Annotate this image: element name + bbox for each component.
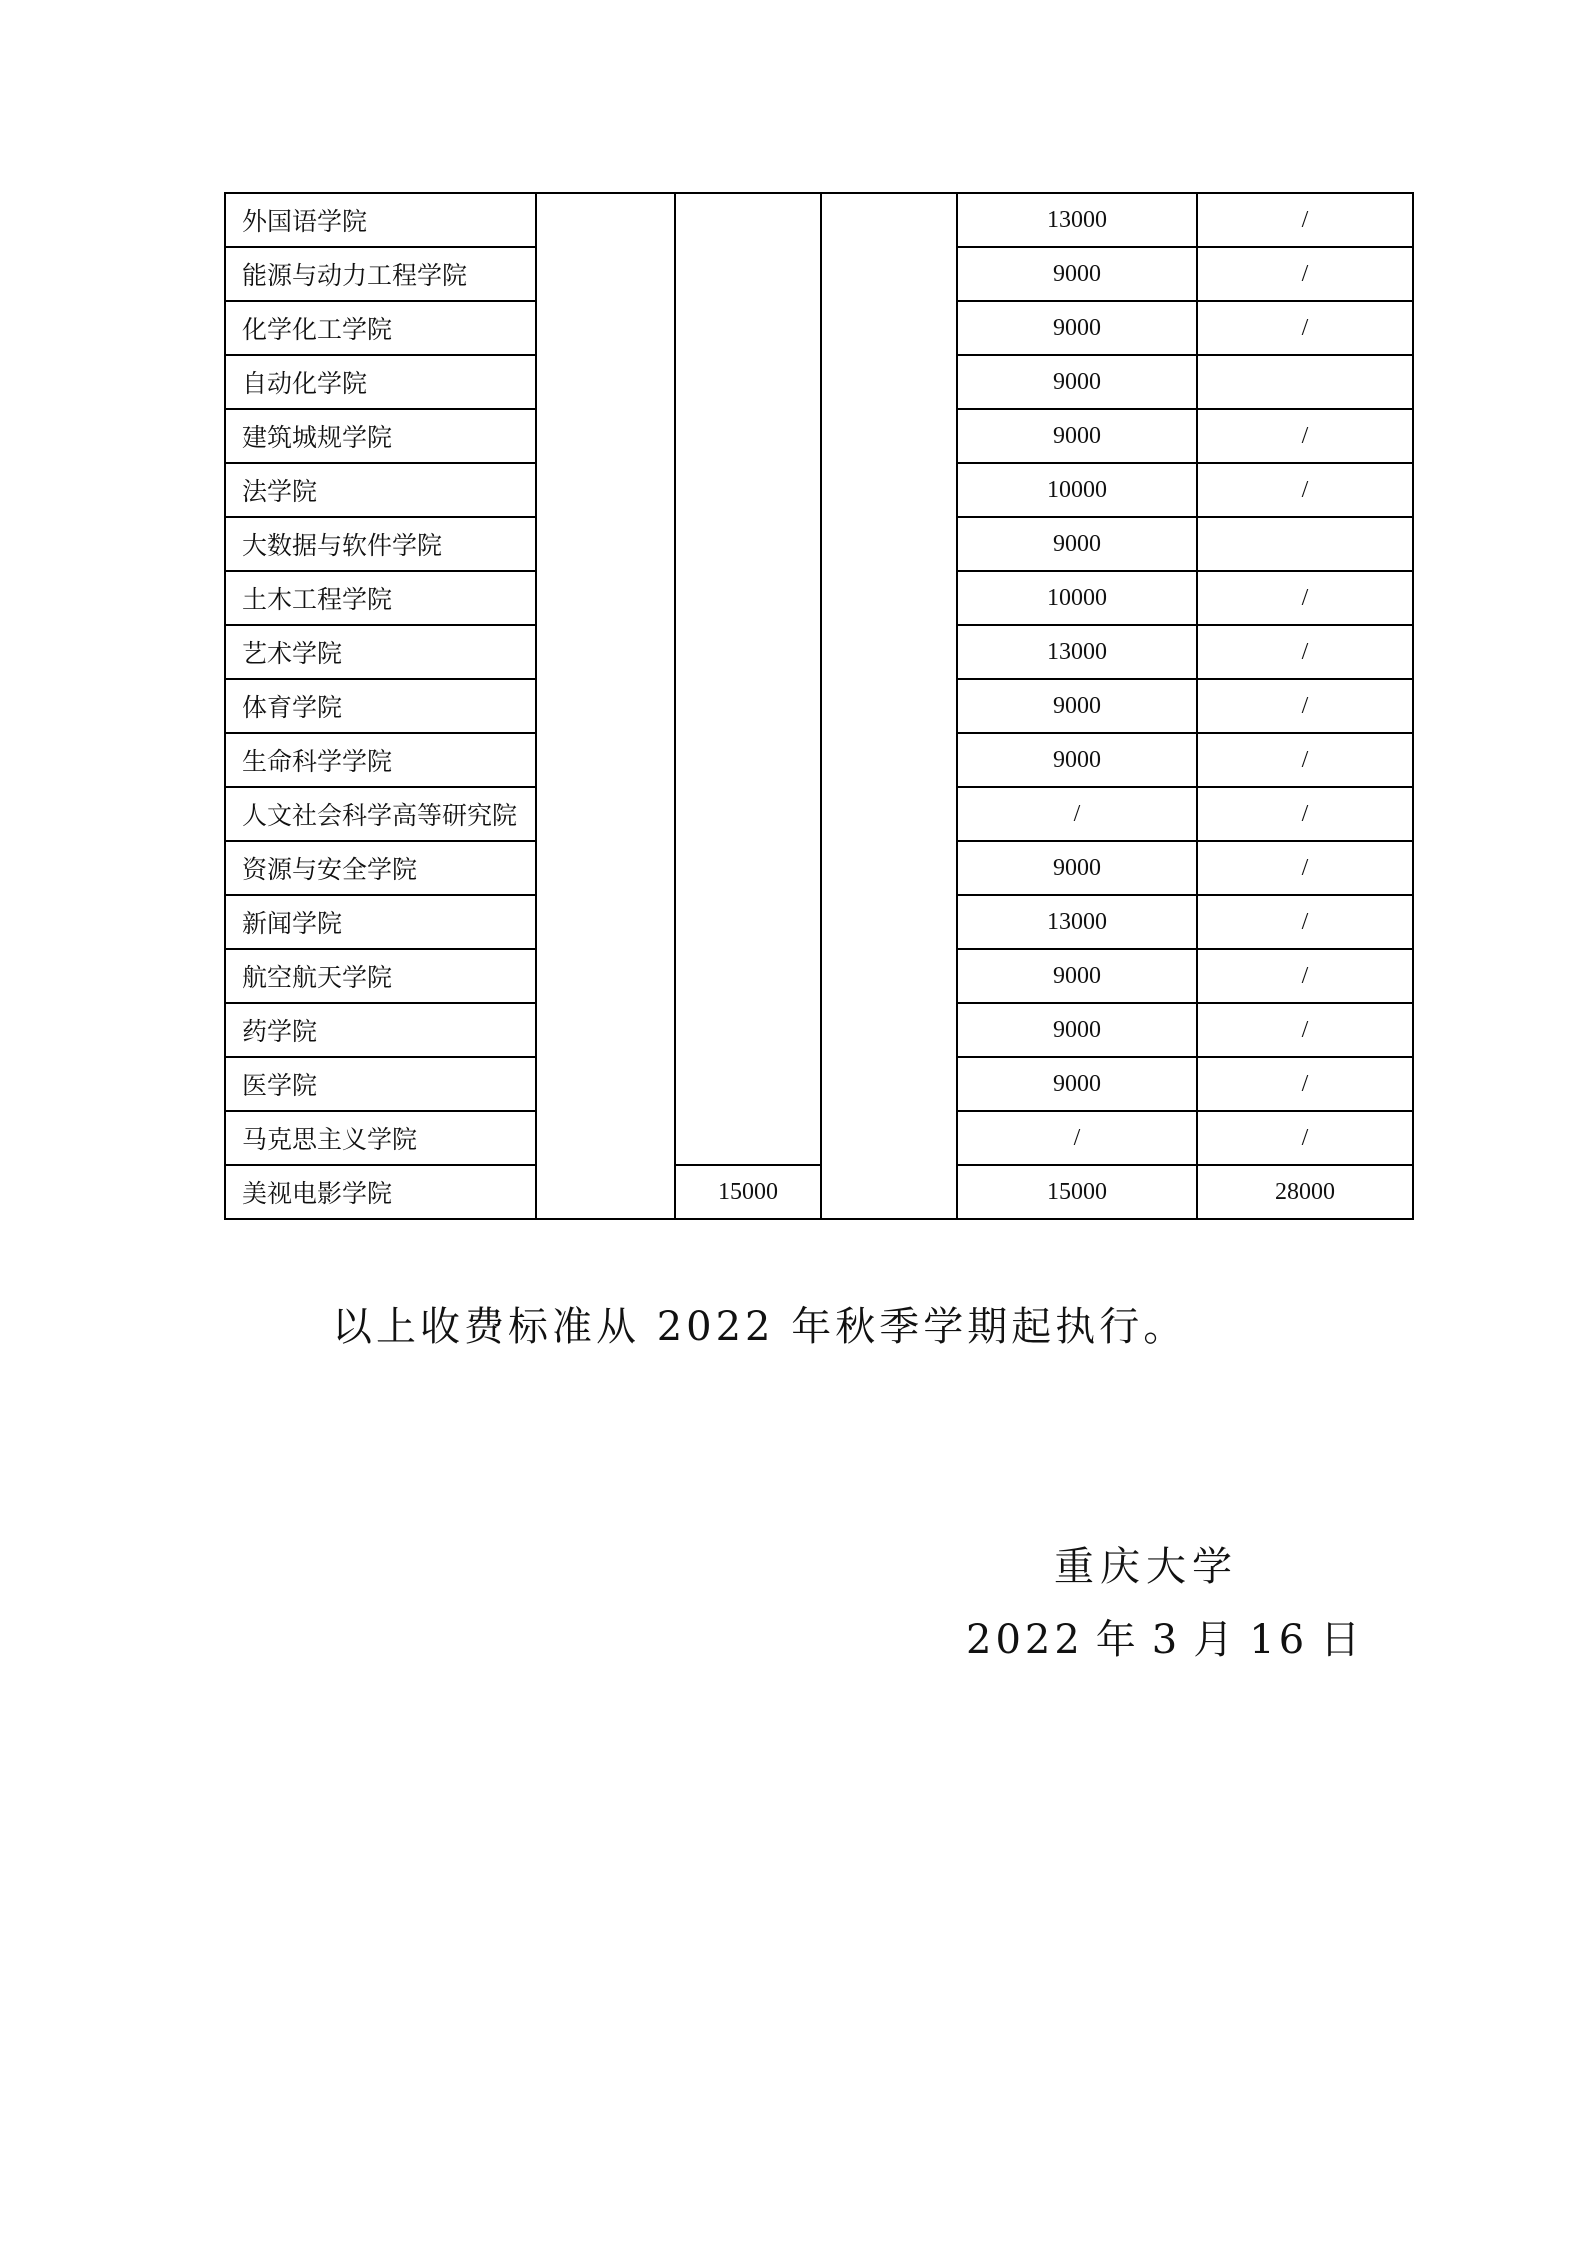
- fee-cell-col3: 15000: [675, 1165, 821, 1219]
- fee-cell-col6: /: [1197, 463, 1413, 517]
- college-name-cell: 艺术学院: [225, 625, 536, 679]
- fee-cell-col6: /: [1197, 841, 1413, 895]
- college-name-cell: 马克思主义学院: [225, 1111, 536, 1165]
- fee-cell-col6: /: [1197, 1111, 1413, 1165]
- college-name-cell: 法学院: [225, 463, 536, 517]
- fee-cell-col5: /: [957, 1111, 1197, 1165]
- tuition-fee-table: [224, 192, 1414, 1220]
- college-name-cell: 医学院: [225, 1057, 536, 1111]
- fee-cell-col6: /: [1197, 247, 1413, 301]
- table-row: [225, 1165, 1413, 1219]
- fee-cell-col5: 9000: [957, 517, 1197, 571]
- fee-cell-col5: 9000: [957, 949, 1197, 1003]
- college-name-cell: 大数据与软件学院: [225, 517, 536, 571]
- fee-cell-col6: /: [1197, 1003, 1413, 1057]
- fee-cell-col5: 9000: [957, 841, 1197, 895]
- college-name-cell: 美视电影学院: [225, 1165, 536, 1219]
- college-name-cell: 药学院: [225, 1003, 536, 1057]
- fee-cell-col6: /: [1197, 679, 1413, 733]
- college-name-cell: 建筑城规学院: [225, 409, 536, 463]
- fee-cell-col5: 9000: [957, 355, 1197, 409]
- fee-cell-col6: [1197, 517, 1413, 571]
- college-name-cell: 能源与动力工程学院: [225, 247, 536, 301]
- college-name-cell: 生命科学学院: [225, 733, 536, 787]
- fee-cell-col6: /: [1197, 409, 1413, 463]
- college-name-cell: 新闻学院: [225, 895, 536, 949]
- fee-cell-col5: 9000: [957, 301, 1197, 355]
- fee-cell-col5: /: [957, 787, 1197, 841]
- fee-cell-col5: 9000: [957, 733, 1197, 787]
- fee-cell-col6: /: [1197, 949, 1413, 1003]
- date-month: 3: [1151, 1617, 1182, 1663]
- fee-cell-col5: 9000: [957, 679, 1197, 733]
- table-row: [225, 193, 1413, 247]
- signature-date: [966, 1608, 1376, 1665]
- merged-fee-cell-col4: [821, 193, 957, 1219]
- merged-fee-cell-col3: [675, 193, 821, 1165]
- college-name-cell: 航空航天学院: [225, 949, 536, 1003]
- fee-cell-col6: [1197, 355, 1413, 409]
- fee-cell-col5: 13000: [957, 193, 1197, 247]
- fee-cell-col5: 10000: [957, 571, 1197, 625]
- date-year: 2022: [966, 1617, 1084, 1663]
- fee-cell-col6: /: [1197, 733, 1413, 787]
- college-name-cell: 外国语学院: [225, 193, 536, 247]
- date-day: 16: [1249, 1617, 1309, 1663]
- fee-cell-col5: 9000: [957, 247, 1197, 301]
- date-day-unit: 日: [1320, 1617, 1365, 1663]
- fee-cell-col5: 9000: [957, 1057, 1197, 1111]
- fee-cell-col5: 15000: [957, 1165, 1197, 1219]
- fee-cell-col5: 10000: [957, 463, 1197, 517]
- college-name-cell: 人文社会科学高等研究院: [225, 787, 536, 841]
- fee-cell-col6: /: [1197, 571, 1413, 625]
- college-name-cell: 资源与安全学院: [225, 841, 536, 895]
- fee-cell-col6: /: [1197, 193, 1413, 247]
- fee-cell-col6: /: [1197, 895, 1413, 949]
- fee-cell-col5: 9000: [957, 1003, 1197, 1057]
- college-name-cell: 土木工程学院: [225, 571, 536, 625]
- fee-cell-col6: /: [1197, 1057, 1413, 1111]
- date-year-unit: 年: [1095, 1617, 1140, 1663]
- fee-cell-col6: /: [1197, 301, 1413, 355]
- merged-fee-cell-col2: [536, 193, 675, 1219]
- fee-cell-col5: 13000: [957, 625, 1197, 679]
- college-name-cell: 自动化学院: [225, 355, 536, 409]
- date-month-unit: 月: [1193, 1617, 1238, 1663]
- college-name-cell: 化学化工学院: [225, 301, 536, 355]
- fee-cell-col5: 9000: [957, 409, 1197, 463]
- college-name-cell: 体育学院: [225, 679, 536, 733]
- effective-note: 以上收费标准从 2022 年秋季学期起执行。: [332, 1304, 1188, 1350]
- fee-cell-col5: 13000: [957, 895, 1197, 949]
- fee-cell-col6: /: [1197, 625, 1413, 679]
- fee-cell-col6: /: [1197, 787, 1413, 841]
- signature-organization: 重庆大学: [1054, 1544, 1238, 1590]
- fee-cell-col6: 28000: [1197, 1165, 1413, 1219]
